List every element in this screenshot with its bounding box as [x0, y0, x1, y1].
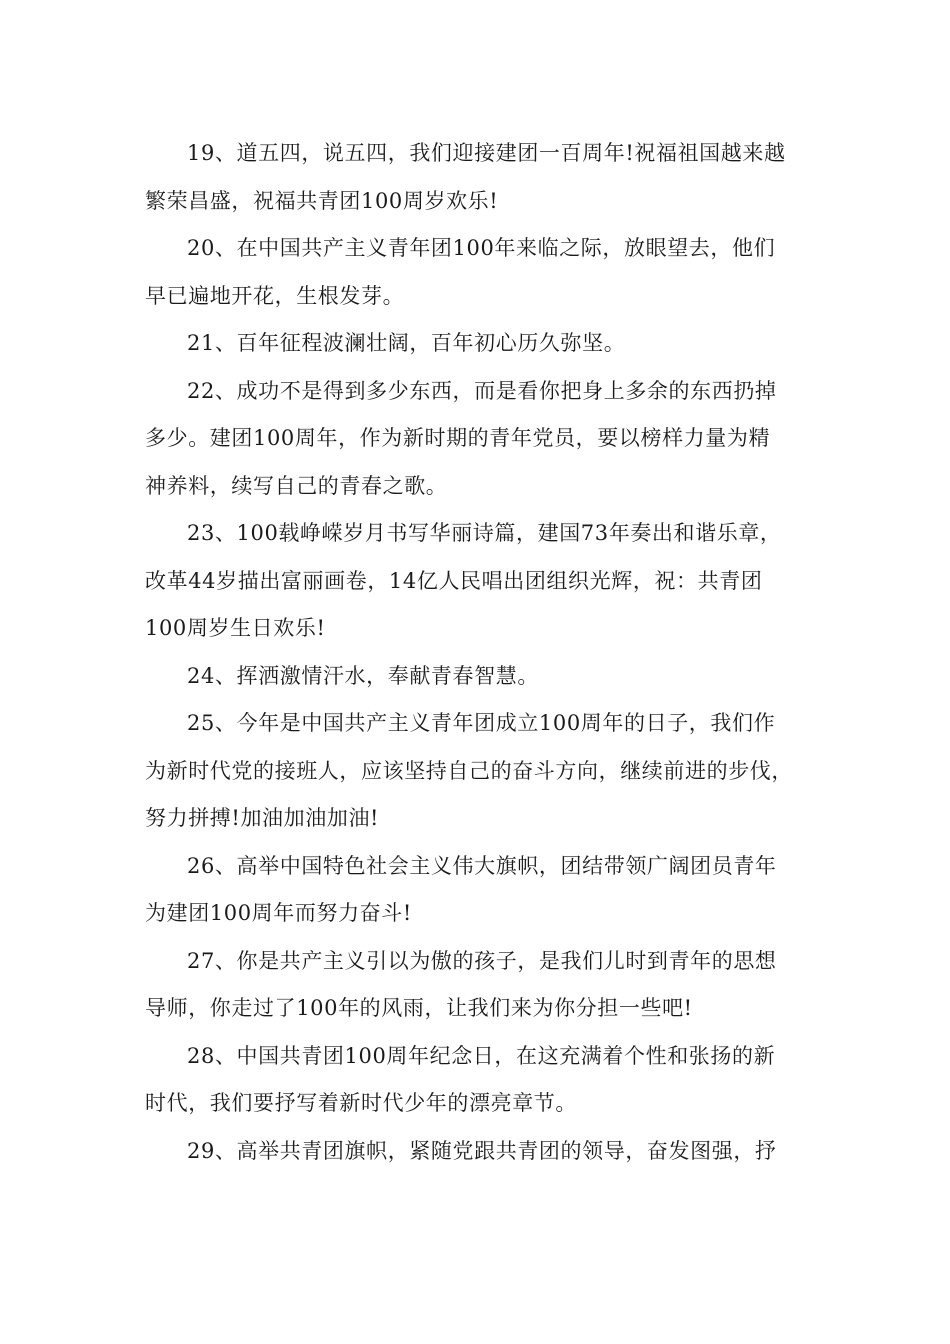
- paragraph: [145, 700, 810, 843]
- paragraph-first-line: 29、高举共青团旗帜，紧随党跟共青团的领导，奋发图强，抒: [187, 1138, 777, 1163]
- paragraph: [145, 938, 810, 1033]
- paragraph: [145, 1033, 810, 1128]
- paragraph: [145, 843, 810, 938]
- document-body: [145, 130, 810, 1175]
- paragraph-first-line: 19、道五四，说五四，我们迎接建团一百周年!祝福祖国越来越: [187, 141, 786, 165]
- paragraph-first-line: 24、挥洒激情汗水，奉献青春智慧。: [187, 663, 539, 688]
- paragraph-line: 早已遍地开花，生根发芽。: [145, 283, 405, 308]
- paragraph-line: 努力拼搏!加油加油加油!: [145, 806, 380, 830]
- paragraph: [145, 225, 810, 320]
- paragraph-first-line: 21、百年征程波澜壮阔，百年初心历久弥坚。: [187, 331, 626, 355]
- paragraph-line: 100周岁生日欢乐!: [145, 616, 326, 640]
- paragraph: [145, 510, 810, 653]
- paragraph: [145, 1128, 810, 1176]
- paragraph-line: 改革44岁描出富丽画卷，14亿人民唱出团组织光辉，祝：共青团: [145, 568, 763, 593]
- paragraph-first-line: 26、高举中国特色社会主义伟大旗帜，团结带领广阔团员青年: [187, 853, 777, 878]
- paragraph-line: 为新时代党的接班人，应该坚持自己的奋斗方向，继续前进的步伐，: [145, 758, 793, 783]
- paragraph: [145, 368, 810, 511]
- paragraph-first-line: 23、100载峥嵘岁月书写华丽诗篇，建国73年奏出和谐乐章，: [187, 521, 782, 545]
- paragraph-line: 时代，我们要抒写着新时代少年的漂亮章节。: [145, 1091, 577, 1115]
- paragraph: [145, 320, 810, 368]
- paragraph: [145, 653, 810, 701]
- paragraph: [145, 130, 810, 225]
- paragraph-first-line: 27、你是共产主义引以为傲的孩子，是我们儿时到青年的思想: [187, 948, 777, 973]
- paragraph-first-line: 25、今年是中国共产主义青年团成立100周年的日子，我们作: [187, 711, 776, 735]
- paragraph-line: 多少。建团100周年，作为新时期的青年党员，要以榜样力量为精: [145, 426, 771, 450]
- paragraph-first-line: 20、在中国共产主义青年团100年来临之际，放眼望去，他们: [187, 236, 776, 260]
- paragraph-line: 神养料，续写自己的青春之歌。: [145, 473, 448, 498]
- paragraph-first-line: 22、成功不是得到多少东西，而是看你把身上多余的东西扔掉: [187, 378, 777, 403]
- paragraph-line: 繁荣昌盛，祝福共青团100周岁欢乐!: [145, 188, 499, 213]
- paragraph-line: 为建团100周年而努力奋斗!: [145, 901, 412, 925]
- paragraph-first-line: 28、中国共青团100周年纪念日，在这充满着个性和张扬的新: [187, 1043, 776, 1068]
- paragraph-line: 导师，你走过了100年的风雨，让我们来为你分担一些吧!: [145, 996, 693, 1020]
